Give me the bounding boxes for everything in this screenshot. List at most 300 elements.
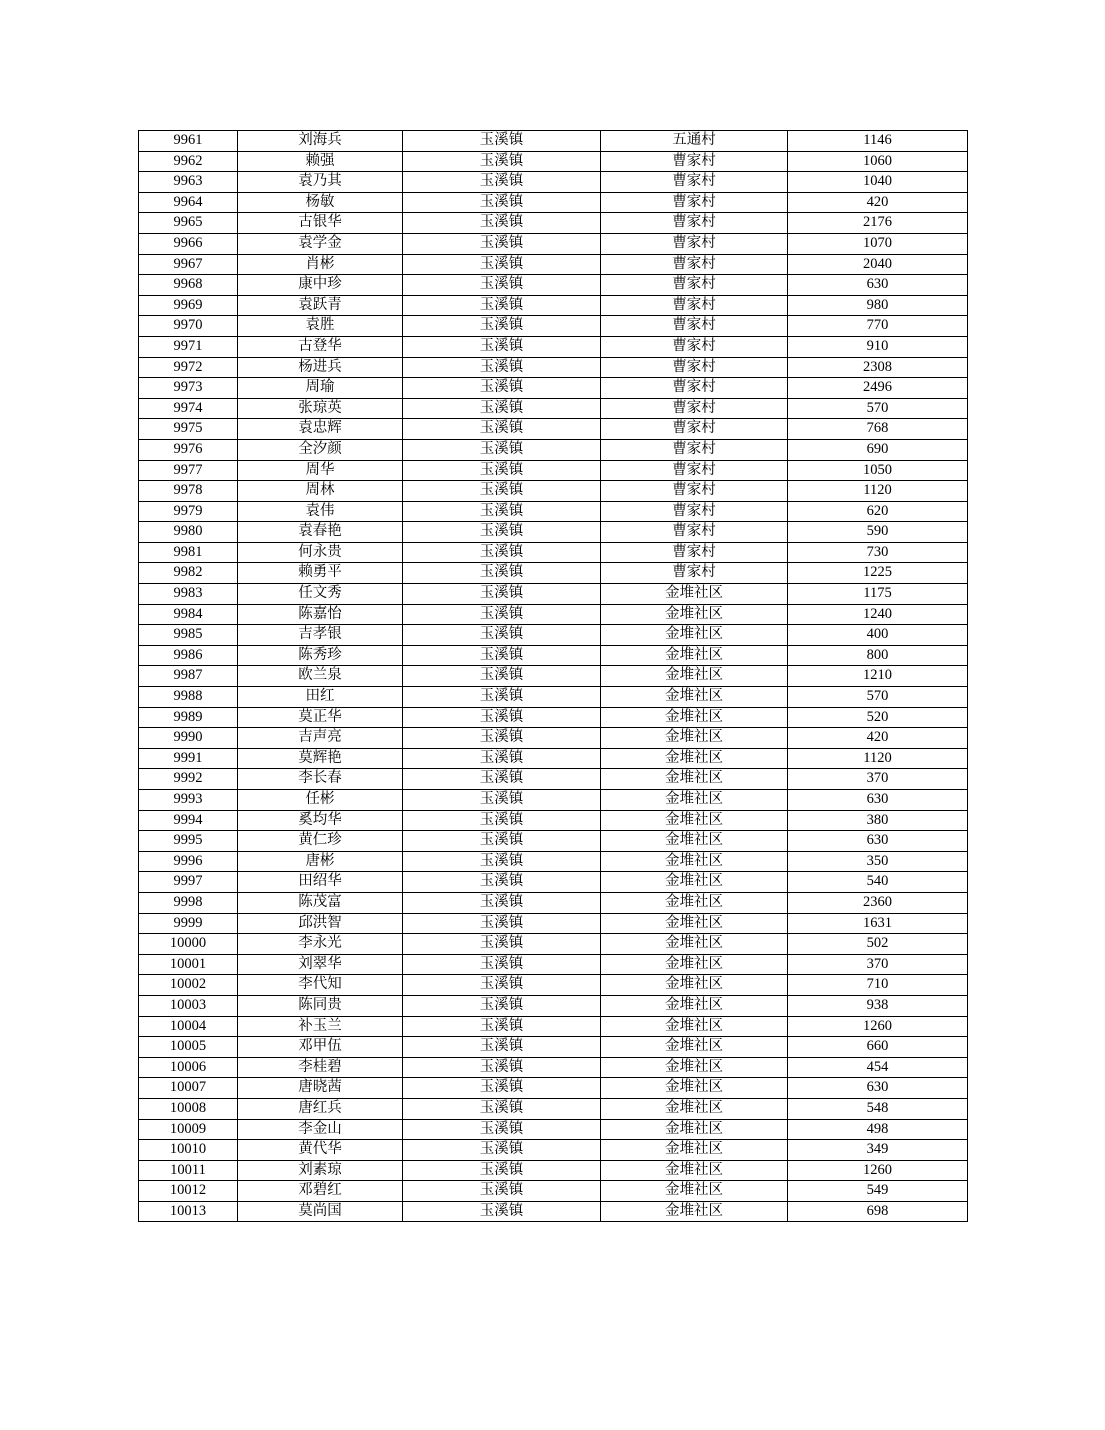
cell-amount: 1120	[788, 748, 968, 769]
table-row	[139, 460, 968, 481]
cell-town: 玉溪镇	[403, 398, 601, 419]
cell-amount: 630	[788, 1078, 968, 1099]
cell-serial: 10013	[139, 1201, 238, 1222]
cell-amount: 454	[788, 1057, 968, 1078]
cell-serial: 9983	[139, 584, 238, 605]
cell-name: 唐晓茜	[238, 1078, 403, 1099]
cell-serial: 9986	[139, 645, 238, 666]
cell-amount: 2308	[788, 357, 968, 378]
cell-town: 玉溪镇	[403, 769, 601, 790]
cell-amount: 2360	[788, 892, 968, 913]
cell-amount: 770	[788, 316, 968, 337]
cell-name: 莫辉艳	[238, 748, 403, 769]
cell-amount: 630	[788, 275, 968, 296]
cell-serial: 9987	[139, 666, 238, 687]
cell-town: 玉溪镇	[403, 481, 601, 502]
cell-town: 玉溪镇	[403, 172, 601, 193]
cell-village: 金堆社区	[601, 831, 788, 852]
table-row	[139, 1201, 968, 1222]
cell-amount: 630	[788, 831, 968, 852]
cell-amount: 540	[788, 872, 968, 893]
cell-name: 全汐颜	[238, 439, 403, 460]
cell-amount: 370	[788, 769, 968, 790]
cell-amount: 590	[788, 522, 968, 543]
table-row	[139, 995, 968, 1016]
table-row	[139, 831, 968, 852]
cell-serial: 9964	[139, 192, 238, 213]
cell-amount: 730	[788, 542, 968, 563]
cell-name: 田红	[238, 687, 403, 708]
table-row	[139, 604, 968, 625]
cell-serial: 10010	[139, 1140, 238, 1161]
cell-village: 金堆社区	[601, 1181, 788, 1202]
cell-name: 袁伟	[238, 501, 403, 522]
table-row	[139, 1160, 968, 1181]
cell-village: 曹家村	[601, 254, 788, 275]
cell-amount: 1260	[788, 1160, 968, 1181]
cell-serial: 9974	[139, 398, 238, 419]
cell-name: 袁春艳	[238, 522, 403, 543]
cell-village: 金堆社区	[601, 769, 788, 790]
table-row	[139, 975, 968, 996]
cell-serial: 10000	[139, 934, 238, 955]
cell-amount: 502	[788, 934, 968, 955]
cell-serial: 10011	[139, 1160, 238, 1181]
cell-name: 邱洪智	[238, 913, 403, 934]
cell-village: 金堆社区	[601, 1119, 788, 1140]
cell-serial: 10012	[139, 1181, 238, 1202]
cell-village: 曹家村	[601, 275, 788, 296]
cell-amount: 380	[788, 810, 968, 831]
cell-name: 陈秀珍	[238, 645, 403, 666]
cell-village: 金堆社区	[601, 1160, 788, 1181]
table-row	[139, 1016, 968, 1037]
cell-town: 玉溪镇	[403, 357, 601, 378]
cell-serial: 9996	[139, 851, 238, 872]
cell-serial: 9993	[139, 790, 238, 811]
cell-village: 曹家村	[601, 316, 788, 337]
cell-village: 曹家村	[601, 481, 788, 502]
table-row	[139, 151, 968, 172]
cell-name: 欧兰泉	[238, 666, 403, 687]
cell-town: 玉溪镇	[403, 604, 601, 625]
cell-town: 玉溪镇	[403, 851, 601, 872]
cell-name: 杨进兵	[238, 357, 403, 378]
cell-serial: 9961	[139, 131, 238, 152]
cell-name: 奚均华	[238, 810, 403, 831]
table-row	[139, 790, 968, 811]
cell-serial: 10004	[139, 1016, 238, 1037]
cell-amount: 1050	[788, 460, 968, 481]
cell-amount: 1175	[788, 584, 968, 605]
cell-serial: 9989	[139, 707, 238, 728]
table-row	[139, 295, 968, 316]
cell-amount: 630	[788, 790, 968, 811]
cell-name: 古银华	[238, 213, 403, 234]
table-row	[139, 1057, 968, 1078]
cell-amount: 690	[788, 439, 968, 460]
cell-name: 李永光	[238, 934, 403, 955]
cell-serial: 9967	[139, 254, 238, 275]
cell-village: 金堆社区	[601, 1057, 788, 1078]
cell-town: 玉溪镇	[403, 295, 601, 316]
cell-serial: 9972	[139, 357, 238, 378]
cell-amount: 548	[788, 1098, 968, 1119]
cell-village: 曹家村	[601, 542, 788, 563]
cell-name: 刘素琼	[238, 1160, 403, 1181]
cell-village: 金堆社区	[601, 934, 788, 955]
cell-town: 玉溪镇	[403, 522, 601, 543]
table-row	[139, 522, 968, 543]
cell-serial: 9991	[139, 748, 238, 769]
cell-serial: 9973	[139, 378, 238, 399]
cell-town: 玉溪镇	[403, 563, 601, 584]
cell-serial: 9963	[139, 172, 238, 193]
cell-village: 金堆社区	[601, 1140, 788, 1161]
cell-name: 李代知	[238, 975, 403, 996]
table-row	[139, 954, 968, 975]
cell-serial: 9966	[139, 233, 238, 254]
cell-serial: 9997	[139, 872, 238, 893]
table-row	[139, 213, 968, 234]
cell-name: 陈嘉怡	[238, 604, 403, 625]
cell-town: 玉溪镇	[403, 645, 601, 666]
table-row	[139, 1078, 968, 1099]
cell-village: 金堆社区	[601, 810, 788, 831]
cell-amount: 400	[788, 625, 968, 646]
cell-name: 张琼英	[238, 398, 403, 419]
cell-town: 玉溪镇	[403, 1160, 601, 1181]
cell-village: 金堆社区	[601, 584, 788, 605]
cell-name: 杨敏	[238, 192, 403, 213]
cell-town: 玉溪镇	[403, 954, 601, 975]
cell-name: 田绍华	[238, 872, 403, 893]
cell-amount: 498	[788, 1119, 968, 1140]
cell-town: 玉溪镇	[403, 275, 601, 296]
cell-town: 玉溪镇	[403, 336, 601, 357]
cell-town: 玉溪镇	[403, 460, 601, 481]
cell-name: 何永贵	[238, 542, 403, 563]
cell-village: 曹家村	[601, 419, 788, 440]
cell-amount: 620	[788, 501, 968, 522]
cell-name: 陈茂富	[238, 892, 403, 913]
cell-serial: 9980	[139, 522, 238, 543]
cell-village: 金堆社区	[601, 954, 788, 975]
cell-name: 康中珍	[238, 275, 403, 296]
cell-name: 袁跃青	[238, 295, 403, 316]
cell-serial: 9976	[139, 439, 238, 460]
cell-serial: 9979	[139, 501, 238, 522]
cell-amount: 1146	[788, 131, 968, 152]
table-row	[139, 584, 968, 605]
table-row	[139, 666, 968, 687]
cell-town: 玉溪镇	[403, 254, 601, 275]
cell-amount: 570	[788, 687, 968, 708]
cell-serial: 10008	[139, 1098, 238, 1119]
table-row	[139, 172, 968, 193]
cell-town: 玉溪镇	[403, 1016, 601, 1037]
cell-name: 补玉兰	[238, 1016, 403, 1037]
cell-amount: 1060	[788, 151, 968, 172]
table-row	[139, 316, 968, 337]
cell-town: 玉溪镇	[403, 1098, 601, 1119]
cell-village: 金堆社区	[601, 604, 788, 625]
cell-town: 玉溪镇	[403, 542, 601, 563]
cell-town: 玉溪镇	[403, 934, 601, 955]
cell-amount: 350	[788, 851, 968, 872]
cell-village: 曹家村	[601, 357, 788, 378]
cell-amount: 1070	[788, 233, 968, 254]
cell-town: 玉溪镇	[403, 975, 601, 996]
cell-serial: 9975	[139, 419, 238, 440]
cell-serial: 10007	[139, 1078, 238, 1099]
cell-town: 玉溪镇	[403, 1119, 601, 1140]
table-row	[139, 851, 968, 872]
cell-village: 曹家村	[601, 563, 788, 584]
cell-amount: 549	[788, 1181, 968, 1202]
table-row	[139, 419, 968, 440]
cell-village: 金堆社区	[601, 625, 788, 646]
cell-amount: 660	[788, 1037, 968, 1058]
cell-town: 玉溪镇	[403, 1078, 601, 1099]
cell-name: 袁胜	[238, 316, 403, 337]
cell-amount: 1631	[788, 913, 968, 934]
cell-name: 周林	[238, 481, 403, 502]
cell-village: 金堆社区	[601, 1098, 788, 1119]
cell-name: 吉声亮	[238, 728, 403, 749]
cell-name: 赖强	[238, 151, 403, 172]
cell-name: 邓碧红	[238, 1181, 403, 1202]
cell-village: 金堆社区	[601, 913, 788, 934]
cell-village: 金堆社区	[601, 892, 788, 913]
cell-amount: 1210	[788, 666, 968, 687]
table-row	[139, 934, 968, 955]
cell-name: 袁乃其	[238, 172, 403, 193]
cell-serial: 9962	[139, 151, 238, 172]
cell-serial: 9982	[139, 563, 238, 584]
cell-town: 玉溪镇	[403, 687, 601, 708]
table-row	[139, 378, 968, 399]
cell-town: 玉溪镇	[403, 1057, 601, 1078]
cell-serial: 9992	[139, 769, 238, 790]
cell-serial: 10002	[139, 975, 238, 996]
cell-village: 金堆社区	[601, 748, 788, 769]
cell-name: 李桂碧	[238, 1057, 403, 1078]
cell-name: 李长春	[238, 769, 403, 790]
cell-amount: 910	[788, 336, 968, 357]
table-row	[139, 336, 968, 357]
cell-name: 黄仁珍	[238, 831, 403, 852]
cell-serial: 9978	[139, 481, 238, 502]
cell-village: 曹家村	[601, 439, 788, 460]
cell-name: 莫尚国	[238, 1201, 403, 1222]
table-row	[139, 625, 968, 646]
table-row	[139, 687, 968, 708]
cell-village: 曹家村	[601, 378, 788, 399]
table-row	[139, 439, 968, 460]
cell-town: 玉溪镇	[403, 831, 601, 852]
cell-amount: 2176	[788, 213, 968, 234]
cell-town: 玉溪镇	[403, 728, 601, 749]
table-row	[139, 1037, 968, 1058]
cell-town: 玉溪镇	[403, 707, 601, 728]
cell-serial: 10006	[139, 1057, 238, 1078]
cell-amount: 1260	[788, 1016, 968, 1037]
cell-village: 曹家村	[601, 460, 788, 481]
cell-town: 玉溪镇	[403, 584, 601, 605]
table-row	[139, 192, 968, 213]
cell-amount: 1225	[788, 563, 968, 584]
table-row	[139, 1119, 968, 1140]
cell-village: 金堆社区	[601, 790, 788, 811]
table-row	[139, 563, 968, 584]
cell-name: 袁学金	[238, 233, 403, 254]
cell-name: 李金山	[238, 1119, 403, 1140]
table-row	[139, 913, 968, 934]
cell-name: 任文秀	[238, 584, 403, 605]
cell-village: 曹家村	[601, 398, 788, 419]
table-row	[139, 131, 968, 152]
cell-town: 玉溪镇	[403, 1037, 601, 1058]
cell-town: 玉溪镇	[403, 892, 601, 913]
data-table	[138, 130, 968, 1222]
cell-village: 曹家村	[601, 172, 788, 193]
table-row	[139, 357, 968, 378]
cell-village: 曹家村	[601, 151, 788, 172]
cell-serial: 9988	[139, 687, 238, 708]
cell-village: 金堆社区	[601, 687, 788, 708]
cell-village: 曹家村	[601, 192, 788, 213]
cell-village: 金堆社区	[601, 851, 788, 872]
table-row	[139, 892, 968, 913]
cell-village: 曹家村	[601, 501, 788, 522]
table-row	[139, 398, 968, 419]
cell-town: 玉溪镇	[403, 790, 601, 811]
cell-village: 金堆社区	[601, 1016, 788, 1037]
cell-town: 玉溪镇	[403, 625, 601, 646]
cell-village: 曹家村	[601, 522, 788, 543]
cell-village: 金堆社区	[601, 1037, 788, 1058]
cell-serial: 9995	[139, 831, 238, 852]
cell-name: 任彬	[238, 790, 403, 811]
cell-town: 玉溪镇	[403, 151, 601, 172]
cell-amount: 370	[788, 954, 968, 975]
cell-town: 玉溪镇	[403, 1201, 601, 1222]
cell-amount: 420	[788, 192, 968, 213]
cell-amount: 698	[788, 1201, 968, 1222]
cell-name: 邓甲伍	[238, 1037, 403, 1058]
cell-town: 玉溪镇	[403, 192, 601, 213]
cell-town: 玉溪镇	[403, 439, 601, 460]
cell-town: 玉溪镇	[403, 913, 601, 934]
cell-name: 刘翠华	[238, 954, 403, 975]
cell-serial: 9999	[139, 913, 238, 934]
cell-amount: 800	[788, 645, 968, 666]
table-row	[139, 810, 968, 831]
cell-village: 曹家村	[601, 233, 788, 254]
cell-town: 玉溪镇	[403, 748, 601, 769]
table-row	[139, 233, 968, 254]
cell-village: 金堆社区	[601, 1078, 788, 1099]
cell-amount: 1040	[788, 172, 968, 193]
cell-village: 金堆社区	[601, 645, 788, 666]
cell-amount: 420	[788, 728, 968, 749]
cell-village: 金堆社区	[601, 707, 788, 728]
cell-village: 金堆社区	[601, 728, 788, 749]
cell-name: 周瑜	[238, 378, 403, 399]
cell-name: 黄代华	[238, 1140, 403, 1161]
cell-town: 玉溪镇	[403, 1140, 601, 1161]
table-row	[139, 275, 968, 296]
cell-village: 金堆社区	[601, 872, 788, 893]
table-row	[139, 728, 968, 749]
cell-town: 玉溪镇	[403, 419, 601, 440]
cell-serial: 9990	[139, 728, 238, 749]
cell-amount: 1120	[788, 481, 968, 502]
cell-village: 金堆社区	[601, 975, 788, 996]
table-row	[139, 645, 968, 666]
cell-amount: 1240	[788, 604, 968, 625]
cell-town: 玉溪镇	[403, 810, 601, 831]
table-row	[139, 1181, 968, 1202]
cell-name: 古登华	[238, 336, 403, 357]
cell-name: 赖勇平	[238, 563, 403, 584]
cell-amount: 570	[788, 398, 968, 419]
cell-village: 五通村	[601, 131, 788, 152]
cell-serial: 9970	[139, 316, 238, 337]
cell-name: 唐彬	[238, 851, 403, 872]
table-row	[139, 254, 968, 275]
cell-village: 曹家村	[601, 213, 788, 234]
cell-serial: 9977	[139, 460, 238, 481]
cell-serial: 9968	[139, 275, 238, 296]
cell-name: 刘海兵	[238, 131, 403, 152]
cell-town: 玉溪镇	[403, 378, 601, 399]
cell-serial: 10005	[139, 1037, 238, 1058]
cell-amount: 938	[788, 995, 968, 1016]
table-row	[139, 542, 968, 563]
cell-name: 吉孝银	[238, 625, 403, 646]
cell-serial: 9969	[139, 295, 238, 316]
cell-village: 曹家村	[601, 336, 788, 357]
cell-amount: 768	[788, 419, 968, 440]
cell-amount: 520	[788, 707, 968, 728]
cell-amount: 2040	[788, 254, 968, 275]
table-row	[139, 748, 968, 769]
cell-village: 金堆社区	[601, 666, 788, 687]
cell-serial: 9994	[139, 810, 238, 831]
table-row	[139, 1098, 968, 1119]
cell-village: 曹家村	[601, 295, 788, 316]
cell-town: 玉溪镇	[403, 1181, 601, 1202]
cell-serial: 10003	[139, 995, 238, 1016]
cell-town: 玉溪镇	[403, 131, 601, 152]
cell-amount: 980	[788, 295, 968, 316]
table-row	[139, 769, 968, 790]
cell-serial: 10001	[139, 954, 238, 975]
cell-name: 唐红兵	[238, 1098, 403, 1119]
cell-serial: 9998	[139, 892, 238, 913]
cell-village: 金堆社区	[601, 995, 788, 1016]
table-row	[139, 481, 968, 502]
cell-name: 莫正华	[238, 707, 403, 728]
table-row	[139, 1140, 968, 1161]
cell-town: 玉溪镇	[403, 233, 601, 254]
cell-serial: 9984	[139, 604, 238, 625]
table-row	[139, 501, 968, 522]
cell-name: 陈同贵	[238, 995, 403, 1016]
table-row	[139, 872, 968, 893]
